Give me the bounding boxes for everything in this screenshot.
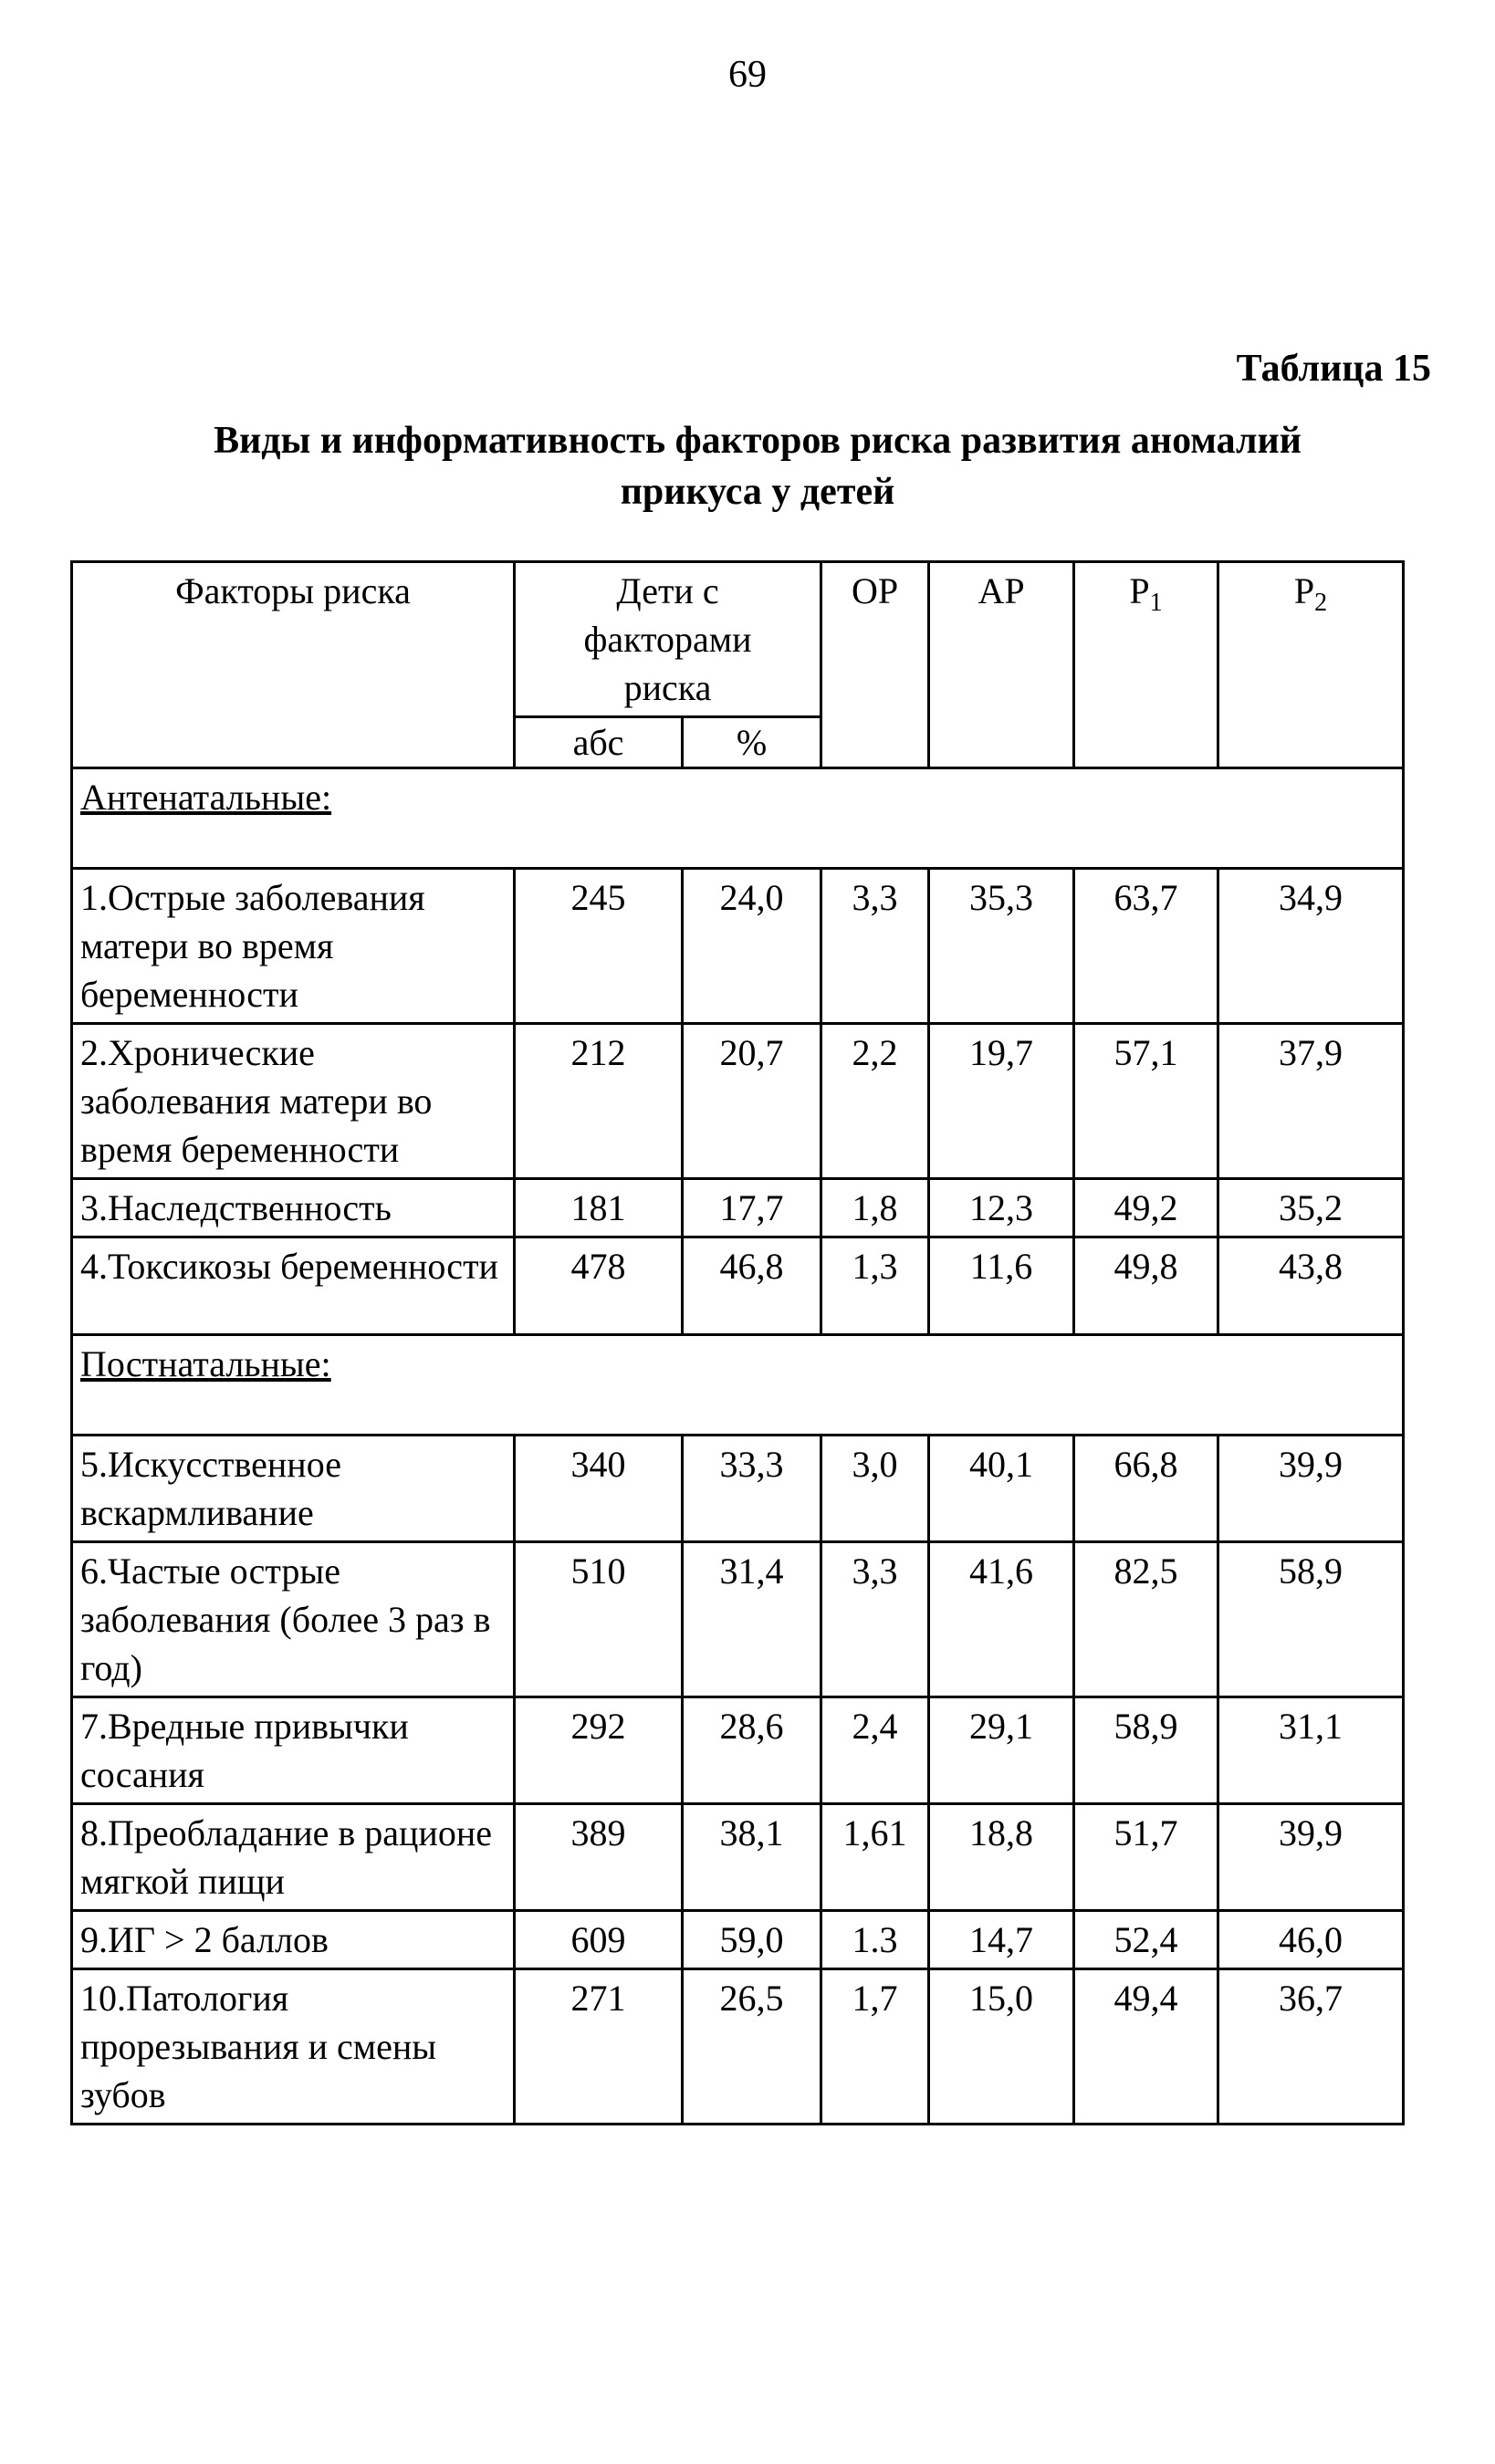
table-row <box>72 1911 1404 1969</box>
section-header-cell <box>72 1335 1404 1436</box>
header-or: ОР <box>821 562 929 768</box>
pct-cell: 20,7 <box>683 1024 821 1179</box>
table-row <box>72 1969 1404 2125</box>
table-row <box>72 869 1404 1024</box>
header-percent: % <box>683 717 821 768</box>
header-p2 <box>1218 562 1404 768</box>
header-p1-subscript: 1 <box>1149 589 1163 617</box>
header-abs: абс <box>515 717 683 768</box>
header-row-1 <box>72 562 1404 717</box>
ar-cell: 19,7 <box>929 1024 1074 1179</box>
section-title: Антенатальные: <box>80 777 332 818</box>
pct-cell: 17,7 <box>683 1179 821 1237</box>
page-number: 69 <box>728 54 767 96</box>
p1-cell: 52,4 <box>1074 1911 1218 1969</box>
table-body <box>72 768 1404 2125</box>
abs-cell: 478 <box>515 1237 683 1335</box>
header-p1 <box>1074 562 1218 768</box>
section-row <box>72 1335 1404 1436</box>
factor-cell: 6.Частые острые заболевания (более 3 раз в год) <box>72 1542 515 1697</box>
p2-cell: 36,7 <box>1218 1969 1404 2125</box>
table-row <box>72 1804 1404 1911</box>
factor-cell: 9.ИГ > 2 баллов <box>72 1911 515 1969</box>
or-cell: 3,3 <box>821 1542 929 1697</box>
risk-factors-table <box>70 560 1405 2125</box>
abs-cell: 609 <box>515 1911 683 1969</box>
abs-cell: 271 <box>515 1969 683 2125</box>
pct-cell: 59,0 <box>683 1911 821 1969</box>
ar-cell: 12,3 <box>929 1179 1074 1237</box>
or-cell: 2,4 <box>821 1697 929 1804</box>
p2-cell: 39,9 <box>1218 1804 1404 1911</box>
pct-cell: 46,8 <box>683 1237 821 1335</box>
ar-cell: 35,3 <box>929 869 1074 1024</box>
or-cell: 1,8 <box>821 1179 929 1237</box>
section-row <box>72 768 1404 869</box>
pct-cell: 31,4 <box>683 1542 821 1697</box>
or-cell: 1,3 <box>821 1237 929 1335</box>
header-factors: Факторы риска <box>72 562 515 768</box>
or-cell: 3,3 <box>821 869 929 1024</box>
factor-cell: 5.Искусственное вскармливание <box>72 1436 515 1542</box>
table-title-line-2: прикуса у детей <box>620 471 895 513</box>
p2-cell: 37,9 <box>1218 1024 1404 1179</box>
abs-cell: 181 <box>515 1179 683 1237</box>
pct-cell: 26,5 <box>683 1969 821 2125</box>
header-ar: АР <box>929 562 1074 768</box>
pct-cell: 24,0 <box>683 869 821 1024</box>
ar-cell: 29,1 <box>929 1697 1074 1804</box>
abs-cell: 212 <box>515 1024 683 1179</box>
table-row <box>72 1542 1404 1697</box>
p1-cell: 63,7 <box>1074 869 1218 1024</box>
abs-cell: 292 <box>515 1697 683 1804</box>
table-title-line-1: Виды и информативность факторов риска развития аномалий <box>214 420 1302 462</box>
table-row <box>72 1436 1404 1542</box>
factor-cell: 10.Патология прорезывания и смены зубов <box>72 1969 515 2125</box>
factor-cell: 1.Острые заболевания матери во время беременности <box>72 869 515 1024</box>
table-title <box>155 415 1360 517</box>
or-cell: 2,2 <box>821 1024 929 1179</box>
factor-cell: 8.Преобладание в рационе мягкой пищи <box>72 1804 515 1911</box>
or-cell: 1.3 <box>821 1911 929 1969</box>
p2-cell: 46,0 <box>1218 1911 1404 1969</box>
table-row <box>72 1179 1404 1237</box>
factor-cell: 2.Хронические заболевания матери во время беременности <box>72 1024 515 1179</box>
p1-cell: 66,8 <box>1074 1436 1218 1542</box>
p1-cell: 51,7 <box>1074 1804 1218 1911</box>
table-label: Таблица 15 <box>1236 348 1431 390</box>
header-p2-letter: P <box>1293 570 1315 611</box>
abs-cell: 245 <box>515 869 683 1024</box>
p2-cell: 31,1 <box>1218 1697 1404 1804</box>
table-row <box>72 1697 1404 1804</box>
section-header-cell <box>72 768 1404 869</box>
table-row <box>72 1237 1404 1335</box>
header-children: Дети с факторами риска <box>515 562 821 717</box>
abs-cell: 340 <box>515 1436 683 1542</box>
ar-cell: 14,7 <box>929 1911 1074 1969</box>
ar-cell: 40,1 <box>929 1436 1074 1542</box>
ar-cell: 11,6 <box>929 1237 1074 1335</box>
ar-cell: 41,6 <box>929 1542 1074 1697</box>
header-p1-letter: P <box>1129 570 1150 611</box>
factor-cell: 4.Токсикозы беременности <box>72 1237 515 1335</box>
or-cell: 1,61 <box>821 1804 929 1911</box>
pct-cell: 38,1 <box>683 1804 821 1911</box>
or-cell: 3,0 <box>821 1436 929 1542</box>
ar-cell: 15,0 <box>929 1969 1074 2125</box>
abs-cell: 389 <box>515 1804 683 1911</box>
p1-cell: 49,8 <box>1074 1237 1218 1335</box>
p1-cell: 49,4 <box>1074 1969 1218 2125</box>
ar-cell: 18,8 <box>929 1804 1074 1911</box>
p2-cell: 39,9 <box>1218 1436 1404 1542</box>
table-row <box>72 1024 1404 1179</box>
factor-cell: 3.Наследственность <box>72 1179 515 1237</box>
p1-cell: 58,9 <box>1074 1697 1218 1804</box>
p1-cell: 49,2 <box>1074 1179 1218 1237</box>
or-cell: 1,7 <box>821 1969 929 2125</box>
p1-cell: 82,5 <box>1074 1542 1218 1697</box>
abs-cell: 510 <box>515 1542 683 1697</box>
pct-cell: 33,3 <box>683 1436 821 1542</box>
p2-cell: 58,9 <box>1218 1542 1404 1697</box>
p1-cell: 57,1 <box>1074 1024 1218 1179</box>
p2-cell: 43,8 <box>1218 1237 1404 1335</box>
p2-cell: 35,2 <box>1218 1179 1404 1237</box>
header-p2-subscript: 2 <box>1314 589 1328 617</box>
factor-cell: 7.Вредные привычки сосания <box>72 1697 515 1804</box>
section-title: Постнатальные: <box>80 1343 331 1384</box>
pct-cell: 28,6 <box>683 1697 821 1804</box>
p2-cell: 34,9 <box>1218 869 1404 1024</box>
